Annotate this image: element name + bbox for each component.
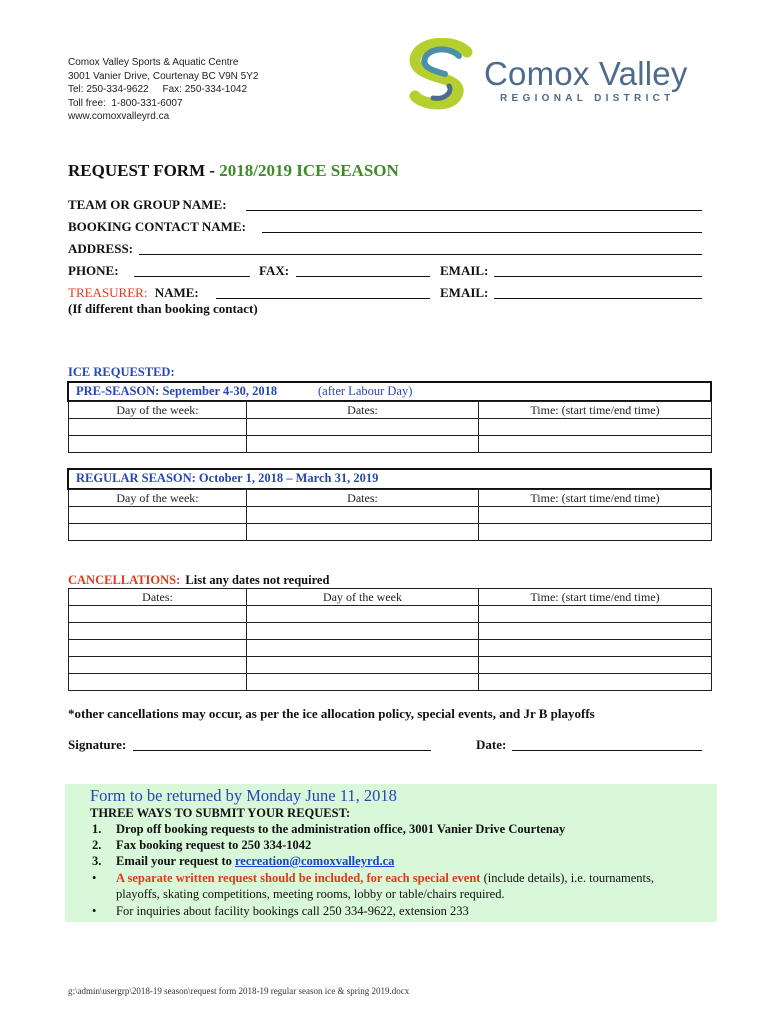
table-header-row <box>69 589 712 606</box>
table-cell[interactable] <box>247 640 479 657</box>
treasurer-name-field[interactable] <box>216 298 430 299</box>
table-cell[interactable] <box>69 640 247 657</box>
table-cell[interactable] <box>247 507 479 524</box>
table-cell[interactable] <box>247 657 479 674</box>
signature-field[interactable] <box>133 750 431 751</box>
table-cell[interactable] <box>69 419 247 436</box>
email-field[interactable] <box>494 276 702 277</box>
preseason-note: (after Labour Day) <box>318 384 413 398</box>
facility-address: 3001 Vanier Drive, Courtenay BC V9N 5Y2 <box>68 70 259 82</box>
facility-toll-free: Toll free: 1-800-331-6007 <box>68 97 183 109</box>
facility-website: www.comoxvalleyrd.ca <box>68 111 170 122</box>
bullet-icon: • <box>92 904 97 918</box>
table-cell[interactable] <box>69 657 247 674</box>
table-cell[interactable] <box>247 436 479 453</box>
booking-contact-field[interactable] <box>262 232 702 233</box>
table-row <box>69 507 712 524</box>
table-cell[interactable] <box>247 674 479 691</box>
team-field[interactable] <box>246 210 702 211</box>
treasurer-email-field[interactable] <box>494 298 702 299</box>
policy-note: *other cancellations may occur, as per the ice allocation policy, special events, and Jr B playoffs <box>68 706 595 721</box>
special-event-note: • A separate written request should be included, for each special event (include details), i.e. tournaments, <box>92 871 655 885</box>
submit-option-3: 3. Email your request to recreation@comoxvalleyrd.ca <box>92 854 395 868</box>
cancellations-heading: CANCELLATIONS: List any dates not required <box>68 573 330 587</box>
email-label: EMAIL: <box>440 263 489 278</box>
table-cell[interactable] <box>69 524 247 541</box>
table-row <box>69 640 712 657</box>
cancellations-table <box>68 588 712 691</box>
column-header: Day of the week <box>247 589 479 606</box>
fax-field[interactable] <box>296 276 430 277</box>
table-cell[interactable] <box>247 524 479 541</box>
bullet-icon: • <box>92 871 97 885</box>
table-row <box>69 657 712 674</box>
address-label: ADDRESS: <box>68 241 134 256</box>
column-header: Dates: <box>69 589 247 606</box>
treasurer-name-label: NAME: <box>154 285 199 300</box>
column-header: Dates: <box>247 490 479 507</box>
table-cell[interactable] <box>69 436 247 453</box>
table-row <box>69 674 712 691</box>
special-event-note-cont: playoffs, skating competitions, meeting rooms, lobby or table/chairs required. <box>116 887 505 901</box>
table-cell[interactable] <box>479 640 712 657</box>
contact-block <box>68 56 258 124</box>
table-cell[interactable] <box>479 436 712 453</box>
column-header: Day of the week: <box>69 490 247 507</box>
regular-season-table <box>68 489 712 541</box>
phone-label: PHONE: <box>68 263 119 278</box>
phone-field[interactable] <box>134 276 250 277</box>
fax-label: FAX: <box>259 263 290 278</box>
logo-swoosh-icon <box>405 38 485 110</box>
table-row <box>69 623 712 640</box>
table-cell[interactable] <box>479 657 712 674</box>
form-title: REQUEST FORM - 2018/2019 ICE SEASON <box>68 161 399 180</box>
logo-subtitle: REGIONAL DISTRICT <box>500 93 675 104</box>
table-cell[interactable] <box>69 507 247 524</box>
return-deadline: Form to be returned by Monday June 11, 2018 <box>90 786 397 805</box>
table-row <box>69 524 712 541</box>
table-cell[interactable] <box>247 606 479 623</box>
season-label: 2018/2019 ICE SEASON <box>219 161 399 180</box>
facility-name: Comox Valley Sports & Aquatic Centre <box>68 57 239 68</box>
table-cell[interactable] <box>69 674 247 691</box>
inquiries-note: • For inquiries about facility bookings call 250 334-9622, extension 233 <box>92 904 469 918</box>
table-cell[interactable] <box>479 674 712 691</box>
table-cell[interactable] <box>479 524 712 541</box>
treasurer-label: TREASURER: <box>68 285 148 300</box>
file-path-footer: g:\admin\usergrp\2018-19 season\request form 2018-19 regular season ice & spring 2019.docx <box>68 986 410 996</box>
ice-requested-heading: ICE REQUESTED: <box>68 365 175 379</box>
column-header: Day of the week: <box>69 402 247 419</box>
logo-name: Comox Valley <box>484 55 688 92</box>
table-row <box>69 419 712 436</box>
preseason-label: PRE-SEASON: September 4-30, 2018 <box>76 384 278 398</box>
treasurer-note: (If different than booking contact) <box>68 301 258 316</box>
table-cell[interactable] <box>479 507 712 524</box>
submit-option-1: 1. Drop off booking requests to the administration office, 3001 Vanier Drive Courtenay <box>92 822 566 836</box>
facility-phone-fax: Tel: 250-334-9622 Fax: 250-334-1042 <box>68 84 248 95</box>
table-cell[interactable] <box>69 606 247 623</box>
cancellations-subtitle: List any dates not required <box>185 573 330 587</box>
table-row <box>69 436 712 453</box>
booking-label: BOOKING CONTACT NAME: <box>68 219 246 234</box>
table-header-row <box>69 402 712 419</box>
table-cell[interactable] <box>479 606 712 623</box>
table-cell[interactable] <box>69 623 247 640</box>
table-cell[interactable] <box>479 623 712 640</box>
email-link[interactable]: recreation@comoxvalleyrd.ca <box>234 854 395 868</box>
date-label: Date: <box>476 737 507 752</box>
table-cell[interactable] <box>247 419 479 436</box>
address-field[interactable] <box>139 254 702 255</box>
submit-ways-heading: THREE WAYS TO SUBMIT YOUR REQUEST: <box>90 806 351 820</box>
table-cell[interactable] <box>247 623 479 640</box>
column-header: Time: (start time/end time) <box>479 490 712 507</box>
table-cell[interactable] <box>479 419 712 436</box>
date-field[interactable] <box>512 750 702 751</box>
submit-option-2: 2. Fax booking request to 250 334-1042 <box>92 838 312 852</box>
table-row <box>69 606 712 623</box>
regular-season-label: REGULAR SEASON: October 1, 2018 – March 31, 2019 <box>76 471 379 485</box>
column-header: Time: (start time/end time) <box>479 589 712 606</box>
table-header-row <box>69 490 712 507</box>
treasurer-email-label: EMAIL: <box>440 285 489 300</box>
team-label: TEAM OR GROUP NAME: <box>68 197 227 212</box>
column-header: Time: (start time/end time) <box>479 402 712 419</box>
signature-label: Signature: <box>68 737 127 752</box>
column-header: Dates: <box>247 402 479 419</box>
preseason-table <box>68 401 712 453</box>
